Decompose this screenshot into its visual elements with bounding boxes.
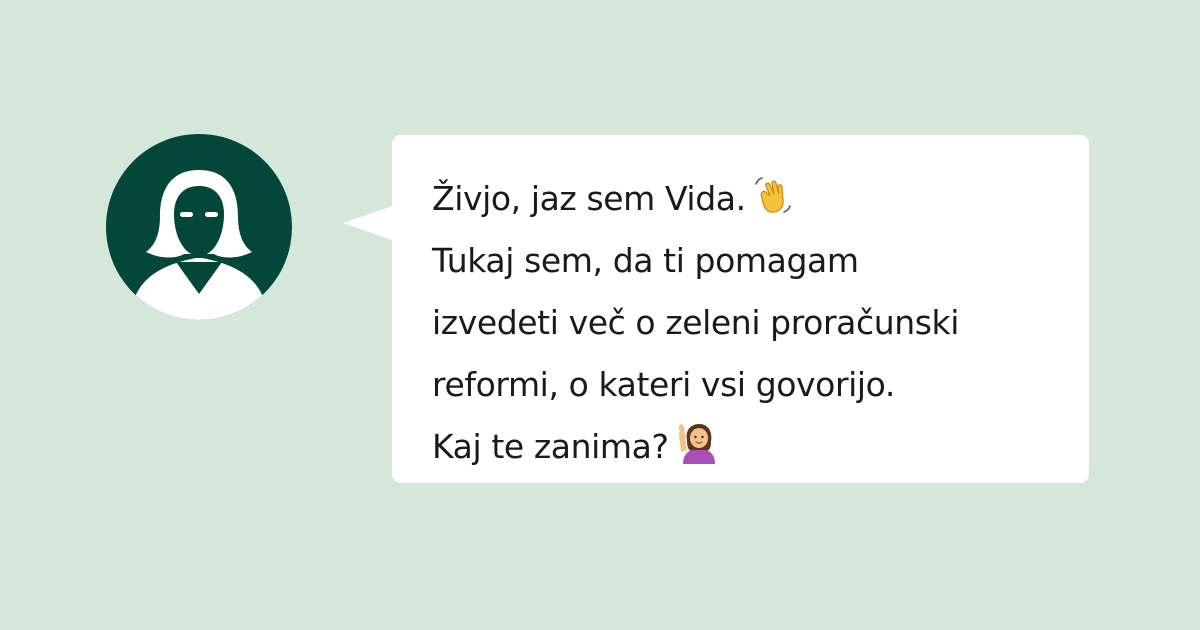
topic-line-2: reformi, o kateri vsi govorijo.	[432, 365, 895, 404]
bubble-tail	[343, 205, 395, 241]
question-line: Kaj te zanima?	[432, 416, 1069, 478]
topic-line: izvedeti več o zeleni proračunski	[432, 303, 959, 342]
waving-hand-icon	[752, 176, 792, 216]
woman-raising-hand-icon	[675, 416, 723, 464]
greeting-line: Živjo, jaz sem Vida.	[432, 168, 1069, 230]
avatar	[106, 134, 292, 320]
speech-bubble	[392, 135, 1089, 483]
intro-line: Tukaj sem, da ti pomagam	[432, 241, 859, 280]
woman-avatar-icon	[106, 134, 292, 320]
